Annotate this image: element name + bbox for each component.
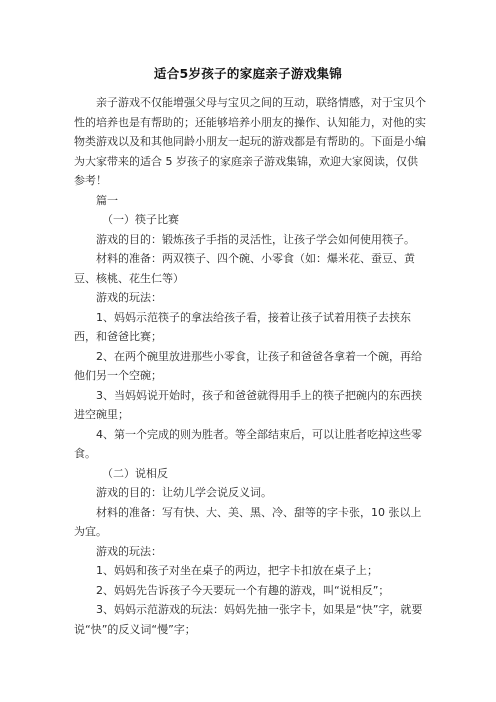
- paragraph-purpose-1: 游戏的目的：锻炼孩子手指的灵活性，让孩子学会如何使用筷子。: [96, 232, 415, 246]
- list-item: 2、妈妈先告诉孩子今天要玩一个有趣的游戏，叫“说相反”；: [96, 583, 390, 597]
- paragraph-howto-2: 游戏的玩法：: [96, 544, 162, 558]
- list-item: 2、在两个碗里放进那些小零食，让孩子和爸爸各拿着一个碗，再给他们另一个空碗；: [74, 349, 422, 382]
- list-item: 1、妈妈和孩子对坐在桌子的两边，把字卡扣放在桌子上；: [96, 564, 378, 577]
- section-heading-opposites: （二）说相反: [102, 466, 168, 480]
- paragraph-purpose-2: 游戏的目的：让幼儿学会说反义词。: [96, 486, 272, 499]
- section-heading-chopsticks: （一）筷子比赛: [102, 213, 179, 226]
- document-title: 适合5岁孩子的家庭亲子游戏集锦: [153, 66, 343, 81]
- chapter-heading: 篇一: [96, 193, 118, 207]
- paragraph-materials-1: 材料的准备：两双筷子、四个碗、小零食（如：爆米花、蚕豆、黄豆、核桃、花生仁等）: [74, 252, 415, 285]
- list-item: 4、第一个完成的则为胜者。等全部结束后，可以让胜者吃掉这些零食。: [74, 427, 422, 460]
- list-item: 3、妈妈示范游戏的玩法：妈妈先抽一张字卡，如果是“快”字，就要说“快”的反义词“慢”字；: [74, 603, 423, 636]
- list-item: 3、当妈妈说开始时，孩子和爸爸就得用手上的筷子把碗内的东西挟进空碗里；: [74, 388, 422, 421]
- document-body: [74, 93, 426, 639]
- intro-paragraph: 亲子游戏不仅能增强父母与宝贝之间的互动，联络情感，对于宝贝个性的培养也是有帮助的；还能够培养小朋友的操作、认知能力，对他的实物类游戏以及和其他同龄小朋友一起玩的游戏都是有帮助的。下面是小编为大家带来的适合 5 岁孩子的家庭亲子游戏集锦，欢迎大家阅读，仅供参考！: [74, 96, 426, 187]
- paragraph-materials-2: 材料的准备：写有快、大、美、黑、冷、甜等的字卡张，10 张以上为宜。: [74, 505, 422, 538]
- paragraph-howto-1: 游戏的玩法：: [96, 291, 162, 304]
- list-item: 1、妈妈示范筷子的拿法给孩子看，接着让孩子试着用筷子去挟东西，和爸爸比赛；: [74, 310, 411, 343]
